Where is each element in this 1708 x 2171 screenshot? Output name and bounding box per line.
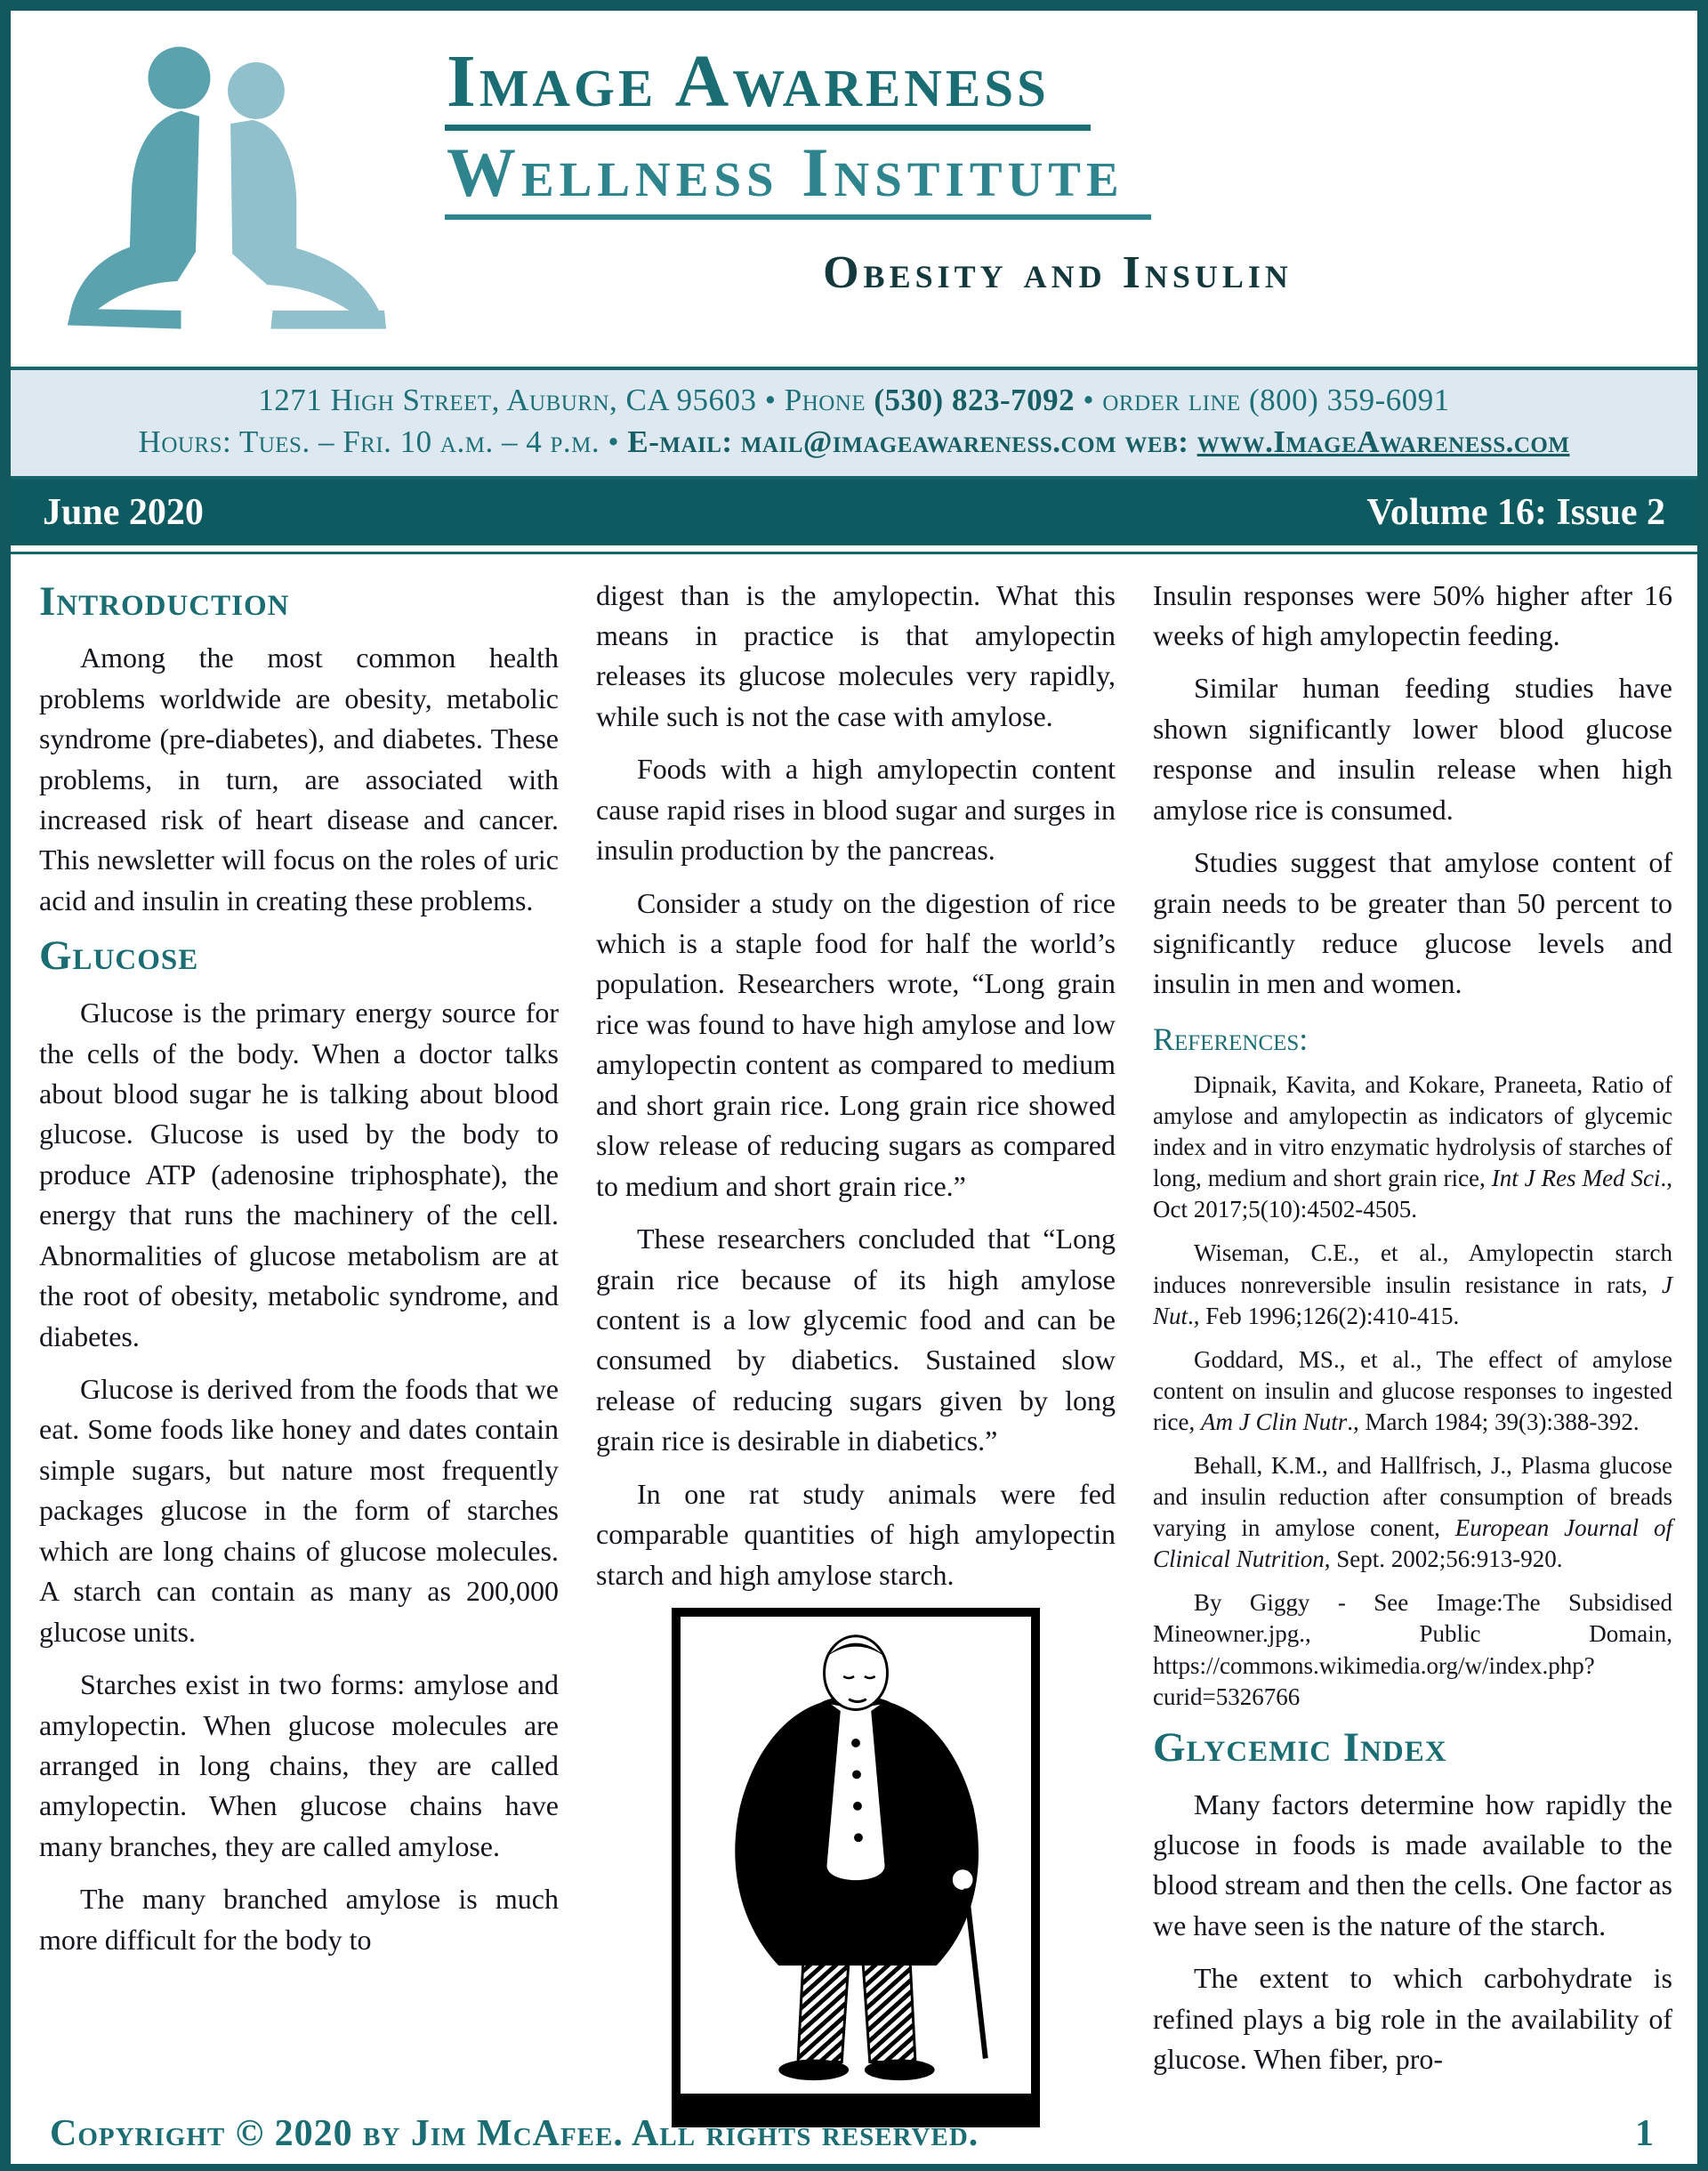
journal-name: J Nut <box>1153 1271 1672 1329</box>
logo <box>27 25 427 361</box>
paragraph: The many branched amylose is much more difficult for the body to <box>39 1883 559 1956</box>
paragraph: Consider a study on the digestion of rice which is a staple food for half the world’s population. Researchers wrote, “Long grain rice was found to have high amylose and low amylopectin content as compared to medium and short grain rice. Long grain rice showed slow release of reducing sugars as compared to medium and short grain rice.” <box>596 886 1116 1202</box>
journal-name: European Journal of Clinical Nutrition <box>1153 1514 1672 1573</box>
paragraph: Foods with a high amylopectin content cause rapid rises in blood sugar and surges in insulin production by the pancreas. <box>596 753 1116 867</box>
reference-item <box>1153 1069 1672 1225</box>
web-label: web: <box>1116 424 1197 460</box>
reference-item <box>1153 1587 1672 1712</box>
reference-text: ., Feb 1996;126(2):410-415. <box>1188 1302 1460 1329</box>
paragraph: Similar human feeding studies have shown significantly lower blood glucose response and insulin release when high amylose rice is consumed. <box>1153 672 1672 826</box>
two-figures-silhouette-icon <box>40 30 414 342</box>
header <box>11 11 1697 367</box>
reference-item <box>1153 1344 1672 1438</box>
issue-bar <box>11 480 1697 545</box>
paragraph: Starches exist in two forms: amylose and amylopectin. When glucose molecules are arranged in long chains, they are called amylopectin. When glucose chains have many branches, they are called amylose. <box>39 1668 559 1862</box>
section-heading-introduction: Introduction <box>39 577 290 625</box>
fat-man-cartoon-drawing <box>681 1617 1031 2094</box>
section-heading-glucose: Glucose <box>39 932 199 980</box>
paragraph: Glucose is the primary energy source for the cells of the body. When a doctor talks about blood sugar he is talking about blood glucose. Glucose is used by the body to produce ATP (adenosine triphosphate), the energy that runs the machinery of the cell. Abnormalities of glucose metabolism are at the root of obesity, metabolic syndrome, and diabetes. <box>39 997 559 1352</box>
column-2 <box>596 576 1116 2147</box>
issue-volume: Volume 16: Issue 2 <box>1366 491 1665 533</box>
references-heading: References: <box>1153 1021 1309 1057</box>
reference-item <box>1153 1238 1672 1331</box>
email-text: E-mail: mail@imageawareness.com <box>627 424 1117 460</box>
reference-text: Behall, K.M., and Hallfrisch, J., Plasma glucose and insulin reduction after consumption of breads varying in amylose conent, <box>1153 1452 1672 1542</box>
address-text: 1271 High Street, Auburn, CA 95603 • Phone <box>258 383 874 417</box>
paragraph: Glucose is derived from the foods that we eat. Some foods like honey and dates contain simple sugars, but nature most frequently packages glucose in the form of starches which are long chains of glucose molecules. A starch can contain as many as 200,000 glucose units. <box>39 1373 559 1648</box>
contact-line-2 <box>20 421 1688 463</box>
paragraph: These researchers concluded that “Long grain rice because of its high amylose content is a low glycemic food and can be consumed by diabetics. Sustained slow release of reducing sugars given by long grain rice is desirable in diabetics.” <box>596 1223 1116 1457</box>
reference-text: ., Oct 2017;5(10):4502-4505. <box>1153 1165 1673 1223</box>
paragraph: Among the most common health problems worldwide are obesity, metabolic syndrome (pre-diabetes), and diabetes. These problems, in turn, are associated with increased risk of heart disease and cancer. This newsletter will focus on the roles of uric acid and insulin in creating these problems. <box>39 642 559 916</box>
paragraph: Studies suggest that amylose content of grain needs to be greater than 50 percent to significantly reduce glucose levels and insulin in men and women. <box>1153 846 1672 1000</box>
reference-text: , Sept. 2002;56:913-920. <box>1324 1546 1563 1573</box>
paragraph: The extent to which carbohydrate is refined plays a big role in the availability of glucose. When fiber, pro- <box>1153 1962 1672 2076</box>
copyright-text: Copyright © 2020 by Jim McAfee. All rights reserved. <box>50 2113 979 2154</box>
masthead <box>427 25 1671 361</box>
order-line-text: • order line (800) 359-6091 <box>1075 383 1450 417</box>
journal-name: Int J Res Med Sci <box>1491 1165 1661 1192</box>
column-1 <box>39 576 559 2147</box>
contact-bar <box>11 367 1697 480</box>
journal-name: Am J Clin Nutr <box>1200 1408 1348 1435</box>
reference-item <box>1153 1450 1672 1575</box>
reference-text: ., March 1984; 39(3):388-392. <box>1347 1408 1640 1435</box>
reference-text: Dipnaik, Kavita, and Kokare, Praneeta, Ratio of amylose and amylopectin as indicators of glycemic index and in vitro enzymatic hydrolysis of starches of long, medium and short grain rice, <box>1153 1070 1672 1192</box>
page-number: 1 <box>1635 2113 1655 2154</box>
paragraph-continued: Insulin responses were 50% higher after 16 weeks of high amylopectin feeding. <box>1153 578 1672 651</box>
footer <box>50 2112 1655 2155</box>
paragraph-continued: digest than is the amylopectin. What this means in practice is that amylopectin releases its glucose molecules very rapidly, while such is not the case with amylose. <box>596 578 1116 732</box>
column-3 <box>1153 576 1672 2147</box>
reference-text: By Giggy - See Image:The Subsidised Mineowner.jpg., Public Domain, https://commons.wikimedia.org/w/index.php?curid=5326766 <box>1153 1589 1672 1710</box>
article-body <box>11 554 1697 2147</box>
contact-line-1 <box>20 379 1688 421</box>
newsletter-subject-title: Obesity and Insulin <box>823 246 1293 298</box>
phone-number: (530) 823-7092 <box>874 383 1076 417</box>
masthead-title-line1: Image Awareness <box>445 43 1091 131</box>
reference-text: Wiseman, C.E., et al., Amylopectin starch induces nonreversible insulin resistance in rats, <box>1153 1239 1672 1298</box>
section-heading-glycemic-index: Glycemic Index <box>1153 1723 1447 1771</box>
reference-text: Goddard, MS., et al., The effect of amylose content on insulin and glucose responses to ingested rice, <box>1153 1345 1672 1435</box>
issue-date: June 2020 <box>43 491 204 533</box>
website-link[interactable]: www.ImageAwareness.com <box>1196 424 1570 460</box>
paragraph: Many factors determine how rapidly the glucose in foods is made available to the blood stream and then the cells. One factor as we have seen is the nature of the starch. <box>1153 1788 1672 1941</box>
cartoon-illustration <box>672 1608 1040 2127</box>
masthead-title-line2: Wellness Institute <box>445 134 1151 220</box>
paragraph: In one rat study animals were fed comparable quantities of high amylopectin starch and high amylose starch. <box>596 1477 1116 1591</box>
hours-text: Hours: Tues. – Fri. 10 a.m. – 4 p.m. • <box>138 424 628 460</box>
